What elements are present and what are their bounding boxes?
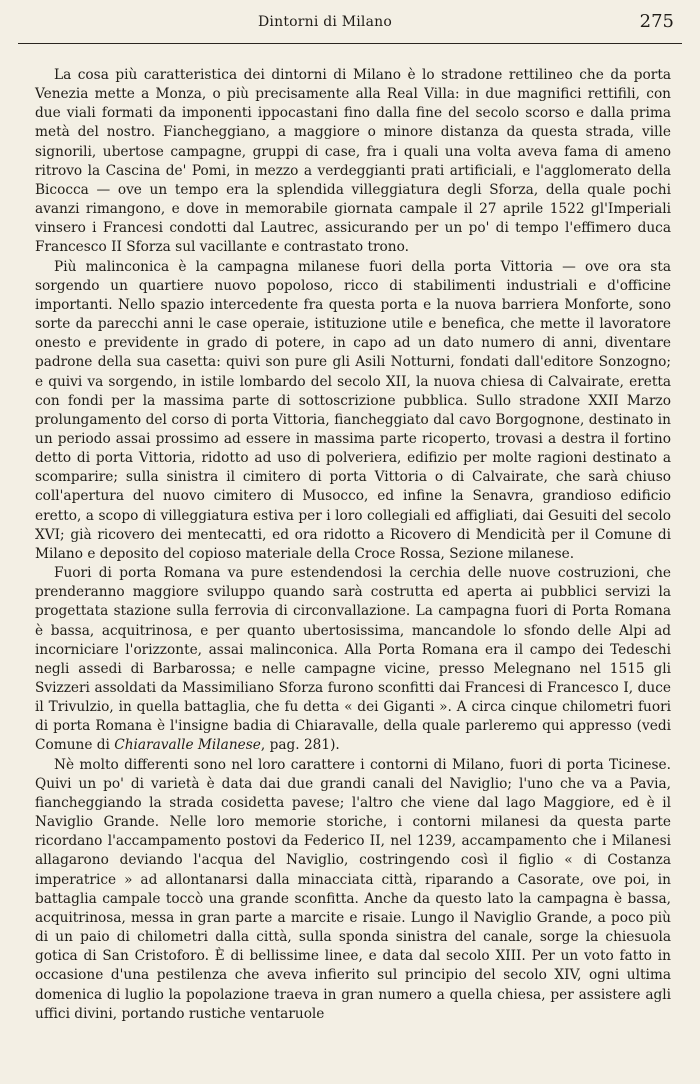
paragraph-bicocca: La cosa più caratteristica dei dintorni di Milano è lo stradone rettilineo che da porta Venezia mette a Monza, o più precisamente alla Real Villa: in due magnifici rettifili, con due viali formati da imponenti ippocastani fino dalla fine del secolo scorso e dalla prima metà del nostro. Fiancheggiano, a maggiore o minore distanza da questa strada, ville signorili, ubertose campagne, gruppi di case, fra i quali una volta aveva fama di ameno ritrovo la Cascina de' Pomi, in mezzo a verdeggianti prati artificiali, e l'agglomerato della Bicocca — ove un tempo era la splendida villeggiatura degli Sforza, della quale pochi avanzi rimangono, e dove in memorabile giornata campale il 27 aprile 1522 gl'Imperiali vinsero i Francesi condotti dal Lautrec, assicurando per un po' di tempo l'effimero duca Francesco II Sforza sul vacillante e contrastato trono.: [35, 67, 671, 256]
header-rule: [18, 43, 682, 44]
paragraph-porta-romana-text: Fuori di porta Romana va pure estendendosi la cerchia delle nuove costruzioni, che prenderanno maggiore sviluppo quando sarà costrutta ed aperta ai pubblici servizi la progettata stazione sulla ferrovia di circonvallazione. La campagna fuori di Porta Romana è bassa, acquitrinosa, e per quanto ubertosissima, mancandole lo sfondo delle Alpi ad incorniciare l'orizzonte, assai malinconica. Alla Porta Romana era il campo dei Tedeschi negli assedi di Barbarossa; e nelle campagne vicine, presso Melegnano nel 1515 gli Svizzeri assoldati da Massimiliano Sforza furono sconfitti dai Francesi di Francesco I, duce il Trivulzio, in quella battaglia, che fu detta « dei Giganti ». A circa cinque chilometri fuori di porta Romana è l'insigne badia di Chiaravalle, della quale parleremo qui appresso (vedi Comune di: [35, 565, 671, 754]
paragraph-porta-romana: [35, 564, 671, 756]
chiaravalle-reference: Chiaravalle Milanese: [114, 737, 261, 754]
page-header: [18, 12, 682, 38]
body-text: [35, 66, 671, 1024]
paragraph-porta-romana-ending: , pag. 281).: [260, 737, 340, 754]
paragraph-porta-ticinese: Nè molto differenti sono nel loro carattere i contorni di Milano, fuori di porta Ticinese. Quivi un po' di varietà è data dai due grandi canali del Naviglio; l'uno che va a Pavia, fiancheggiando la strada cosidetta pavese; l'altro che viene dal lago Maggiore, ed è il Naviglio Grande. Nelle loro memorie storiche, i contorni milanesi da questa parte ricordano l'accampamento postovi da Federico II, nel 1239, accampamento che i Milanesi allagarono deviando l'acqua del Naviglio, costringendo così il figlio « di Costanza imperatrice » ad allontanarsi dalla minacciata città, riparando a Casorate, ove poi, in battaglia campale toccò una grande sconfitta. Anche da questo lato la campagna è bassa, acquitrinosa, messa in gran parte a marcite e risaie. Lungo il Naviglio Grande, a poco più di un paio di chilometri dalla città, sulla sponda sinistra del canale, sorge la chiesuola gotica di San Cristoforo. È di bellissime linee, e data dal secolo XIII. Per un voto fatto in occasione d'una pestilenza che aveva infierito sul principio del secolo XIV, ogni ultima domenica di luglio la popolazione traeva in gran numero a quella chiesa, per assistere agli uffici divini, portando rustiche ventaruole: [35, 756, 671, 1022]
running-title: Dintorni di Milano: [258, 14, 392, 30]
paragraph-porta-vittoria: Più malinconica è la campagna milanese fuori della porta Vittoria — ove ora sta sorgendo un quartiere nuovo popoloso, ricco di stabilimenti industriali e d'officine importanti. Nello spazio intercedente fra questa porta e la nuova barriera Monforte, sono sorte da parecchi anni le case operaie, istituzione utile e benefica, che mette il lavoratore onesto e previdente in grado di potere, in capo ad un dato numero di anni, diventare padrone della sua casetta: quivi son pure gli Asili Notturni, fondati dall'editore Sonzogno; e quivi va sorgendo, in istile lombardo del secolo XII, la nuova chiesa di Calvairate, eretta con fondi per la massima parte di sottoscrizione pubblica. Sullo stradone XXII Marzo prolungamento del corso di porta Vittoria, fiancheggiato dal cavo Borgognone, destinato in un periodo assai prossimo ad essere in massima parte ricoperto, trovasi a destra il fortino detto di porta Vittoria, ridotto ad uso di polveriera, edifizio per molte ragioni destinato a scomparire; sulla sinistra il cimitero di porta Vittoria o di Calvairate, che sarà chiuso coll'apertura del nuovo cimitero di Musocco, ed infine la Senavra, grandioso edificio eretto, a scopo di villeggiatura estiva per i loro collegiali ed affigliati, dai Gesuiti del secolo XVI; già ricovero dei mentecatti, ed ora ridotto a Ricovero di Mendicità per il Comune di Milano e deposito del copioso materiale della Croce Rossa, Sezione milanese.: [35, 258, 671, 562]
page-number: 275: [639, 11, 674, 32]
